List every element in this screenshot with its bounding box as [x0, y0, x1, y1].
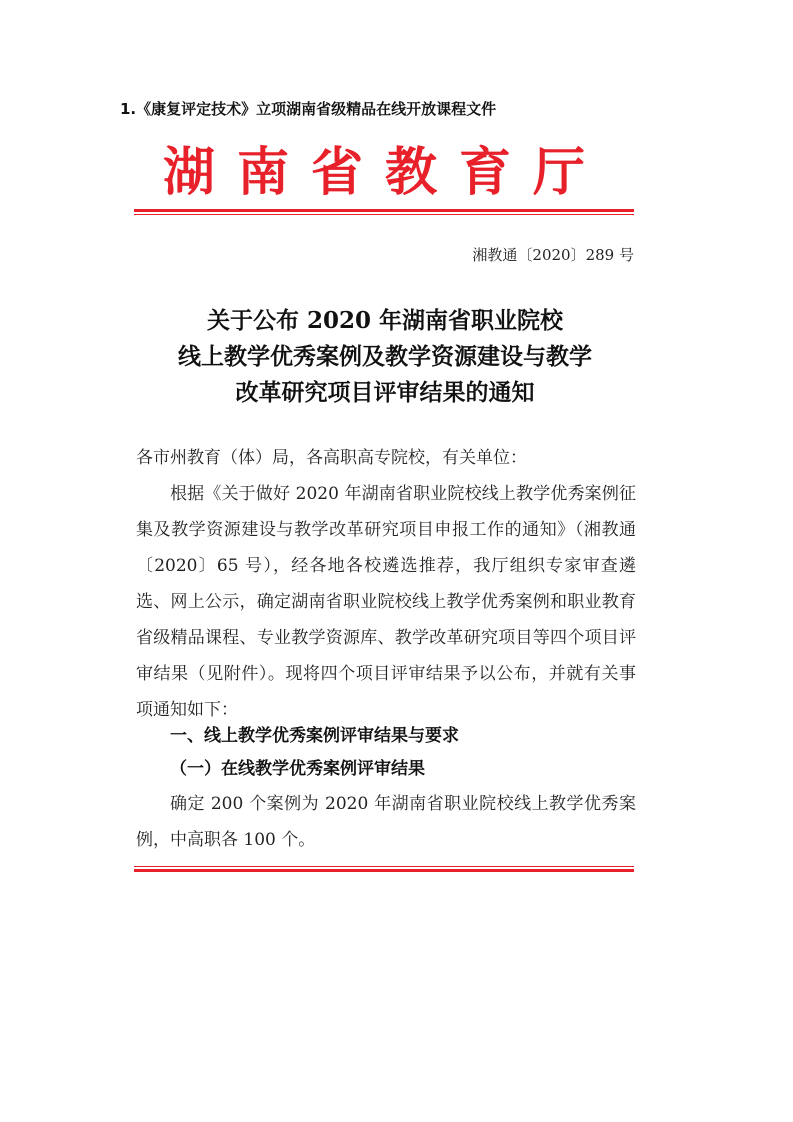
letterhead-rule-thin [134, 214, 634, 215]
body-paragraph: 根据《关于做好 2020 年湖南省职业院校线上教学优秀案例征集及教学资源建设与教学改革研究项目申报工作的通知》（湘教通〔2020〕65 号），经各地各校遴选推荐，我厅组织专家审查遴选、网上公示，确定湖南省职业院校线上教学优秀案例和职业教育省级精品课程、专业教学资源库、教学改革研究项目等四个项目评审结果（见附件）。现将四个项目评审结果予以公布，并就有关事项通知如下： [136, 484, 636, 720]
footer-rule-thin [134, 866, 634, 867]
page-heading: 1.《康复评定技术》立项湖南省级精品在线开放课程文件 [120, 100, 497, 118]
document-title-line-1: 关于公布 2020 年湖南省职业院校 [206, 307, 564, 334]
footer-rule-thick [134, 869, 634, 872]
document-title [120, 303, 650, 411]
letterhead-rule-thick [134, 209, 634, 212]
section-heading: 一、线上教学优秀案例评审结果与要求 [170, 726, 459, 746]
document-number: 湘教通〔2020〕289 号 [472, 246, 634, 264]
letterhead-org-name: 湖南省教育厅 [162, 142, 607, 203]
salutation: 各市州教育（体）局，各高职高专院校，有关单位： [136, 448, 527, 468]
document-title-line-3: 改革研究项目评审结果的通知 [235, 379, 535, 406]
body-paragraph-2: 确定 200 个案例为 2020 年湖南省职业院校线上教学优秀案例，中高职各 100 个。 [136, 794, 636, 850]
document-title-line-2: 线上教学优秀案例及教学资源建设与教学 [178, 343, 592, 370]
subsection-heading: （一）在线教学优秀案例评审结果 [170, 759, 425, 779]
